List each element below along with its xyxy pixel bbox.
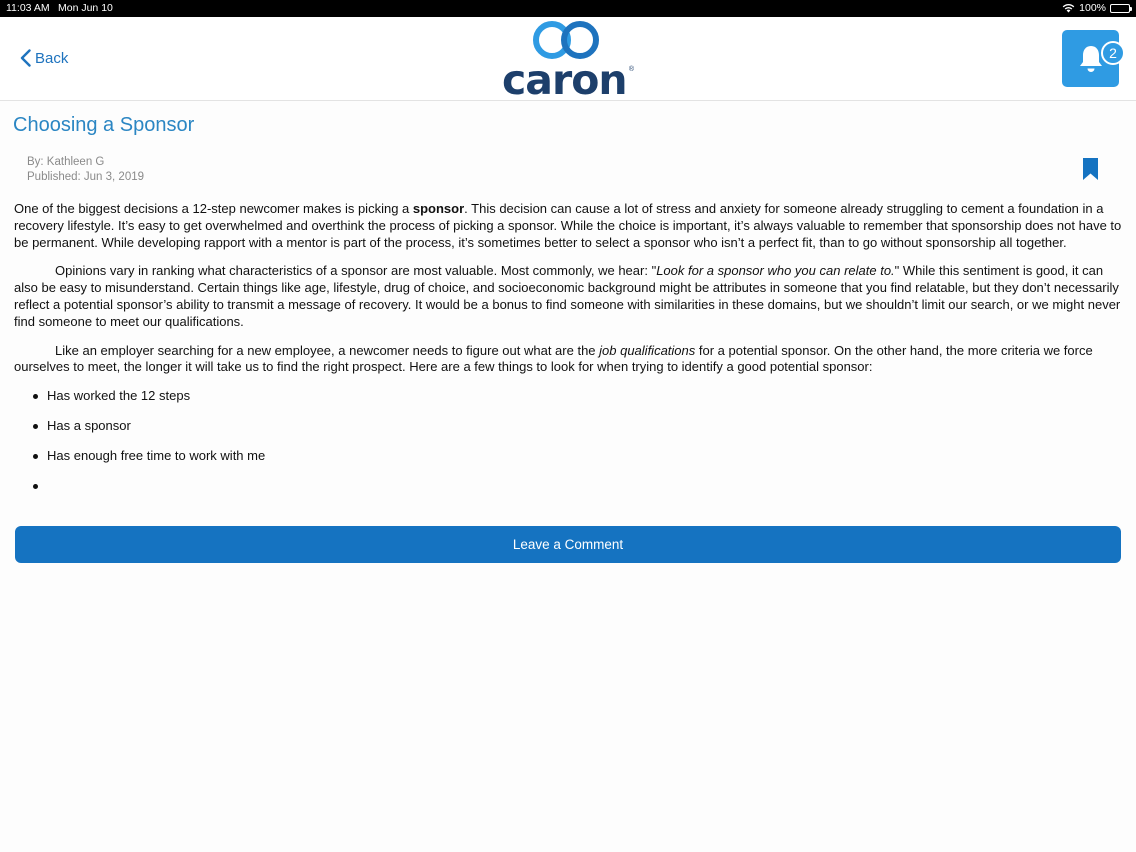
registered-mark: ® xyxy=(628,66,634,73)
qualifications-list xyxy=(14,388,1124,508)
list-item: Has enough free time to work with me xyxy=(14,448,1124,478)
article-body xyxy=(14,201,1124,508)
article-title: Choosing a Sponsor xyxy=(13,114,195,136)
battery-percent: 100% xyxy=(1079,2,1106,14)
leave-comment-button[interactable]: Leave a Comment xyxy=(15,526,1121,563)
paragraph-2: Opinions vary in ranking what characteristics of a sponsor are most valuable. Most commonly, we hear: "Look for a sponsor who you can relate to." While this sentiment is good, it can also be easy to misunderstand. Certain things like age, lifestyle, drug of choice, and socioeconomic background might be attributes in someone that you find relatable, but they don’t necessarily reflect a potential sponsor’s ability to transmit a message of recovery. It would be a bonus to find someone with similarities in these domains, but we shouldn’t limit our search, or we might never find someone to meet our qualifications. xyxy=(14,263,1121,329)
chevron-left-icon xyxy=(20,49,31,67)
back-label: Back xyxy=(35,49,69,67)
list-item: Has worked the 12 steps xyxy=(14,388,1124,418)
article-meta xyxy=(27,155,144,185)
article-published: Published: Jun 3, 2019 xyxy=(27,171,145,183)
battery-icon xyxy=(1110,4,1130,13)
status-date: Mon Jun 10 xyxy=(58,2,113,14)
list-item: Has a sponsor xyxy=(14,418,1124,448)
bell-icon xyxy=(1078,44,1104,74)
wifi-icon xyxy=(1062,3,1075,13)
back-button[interactable] xyxy=(20,49,68,67)
status-right xyxy=(1062,2,1130,14)
paragraph-3: Like an employer searching for a new employee, a newcomer needs to figure out what are the job qualifications for a potential sponsor. On the other hand, the more criteria we force ourselves to meet, the longer it will take us to find the right prospect. Here are a few things to look for when trying to identify a good potential sponsor: xyxy=(14,342,1093,375)
nav-bar xyxy=(0,17,1136,104)
caron-logo xyxy=(500,19,636,104)
logo-wordmark: caron xyxy=(502,56,627,104)
bookmark-button[interactable] xyxy=(1083,158,1098,185)
article-author: By: Kathleen G xyxy=(27,156,105,168)
status-bar xyxy=(0,0,1136,17)
bookmark-icon xyxy=(1083,158,1098,180)
notification-badge: 2 xyxy=(1101,41,1125,65)
status-time: 11:03 AM xyxy=(6,2,50,14)
paragraph-1: One of the biggest decisions a 12-step newcomer makes is picking a sponsor. This decision can cause a lot of stress and anxiety for someone already struggling to cement a foundation in a recovery lifestyle. It’s easy to get overwhelmed and overthink the process of picking a sponsor. While the choice is important, it’s always valuable to remember that sponsorship does not have to be permanent. While developing rapport with a mentor is part of the process, it’s sometimes better to select a sponsor who isn’t a perfect fit, than to go without sponsorship all together. xyxy=(14,201,1122,250)
list-item xyxy=(14,478,1124,508)
